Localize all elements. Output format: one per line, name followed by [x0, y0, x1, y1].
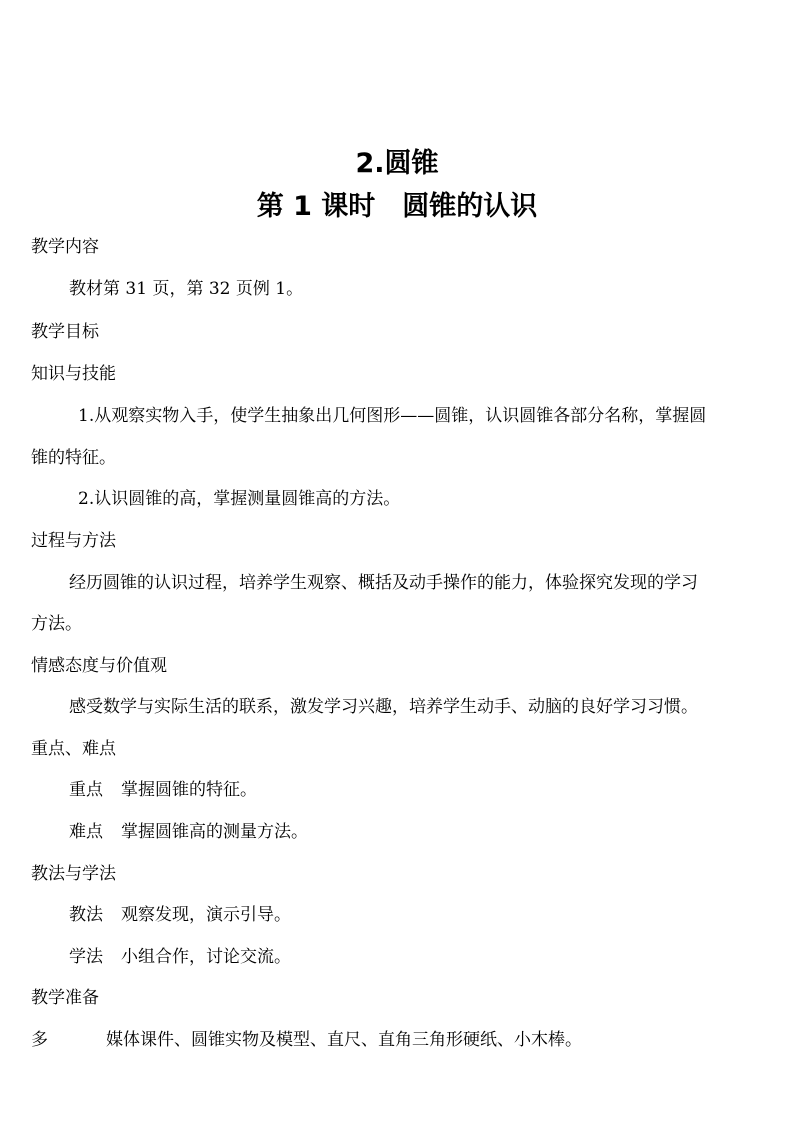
emotion-text: 感受数学与实际生活的联系，激发学习兴趣，培养学生动手、动脑的良好学习习惯。	[69, 697, 698, 717]
preparation-prefix: 多	[31, 1030, 48, 1050]
key-point-row	[69, 778, 257, 802]
heading-key-difficult: 重点、难点	[31, 739, 116, 759]
teaching-content-text: 教材第 31 页，第 32 页例 1。	[69, 279, 304, 299]
teaching-method-label: 教法	[69, 905, 103, 925]
learning-method-label: 学法	[69, 947, 103, 967]
heading-emotion-values: 情感态度与价值观	[31, 656, 167, 676]
preparation-text: 媒体课件、圆锥实物及模型、直尺、直角三角形硬纸、小木棒。	[106, 1030, 582, 1050]
heading-teaching-goals: 教学目标	[31, 322, 99, 342]
document-subtitle: 第 1 课时 圆锥的认识	[256, 191, 538, 222]
heading-teaching-preparation: 教学准备	[31, 988, 99, 1008]
difficult-point-label: 难点	[69, 822, 103, 842]
knowledge-item-1-line-1: 1.从观察实物入手，使学生抽象出几何图形——圆锥，认识圆锥各部分名称，掌握圆	[78, 406, 707, 426]
knowledge-item-2: 2.认识圆锥的高，掌握测量圆锥高的方法。	[78, 489, 401, 509]
heading-teaching-methods: 教法与学法	[31, 864, 116, 884]
learning-method-text: 小组合作，讨论交流。	[121, 947, 291, 967]
process-text-line-2: 方法。	[31, 614, 82, 634]
difficult-point-text: 掌握圆锥高的测量方法。	[121, 822, 308, 842]
key-point-label: 重点	[69, 780, 103, 800]
key-point-text: 掌握圆锥的特征。	[121, 780, 257, 800]
learning-method-row	[69, 945, 291, 969]
teaching-method-row	[69, 903, 291, 927]
heading-teaching-content: 教学内容	[31, 237, 99, 257]
heading-process-methods: 过程与方法	[31, 531, 116, 551]
difficult-point-row	[69, 820, 308, 844]
knowledge-item-1-line-2: 锥的特征。	[31, 448, 116, 468]
teaching-method-text: 观察发现，演示引导。	[121, 905, 291, 925]
preparation-row	[31, 1028, 582, 1052]
document-title: 2.圆锥	[355, 148, 439, 179]
heading-knowledge-skills: 知识与技能	[31, 364, 116, 384]
process-text-line-1: 经历圆锥的认识过程，培养学生观察、概括及动手操作的能力，体验探究发现的学习	[69, 573, 698, 593]
